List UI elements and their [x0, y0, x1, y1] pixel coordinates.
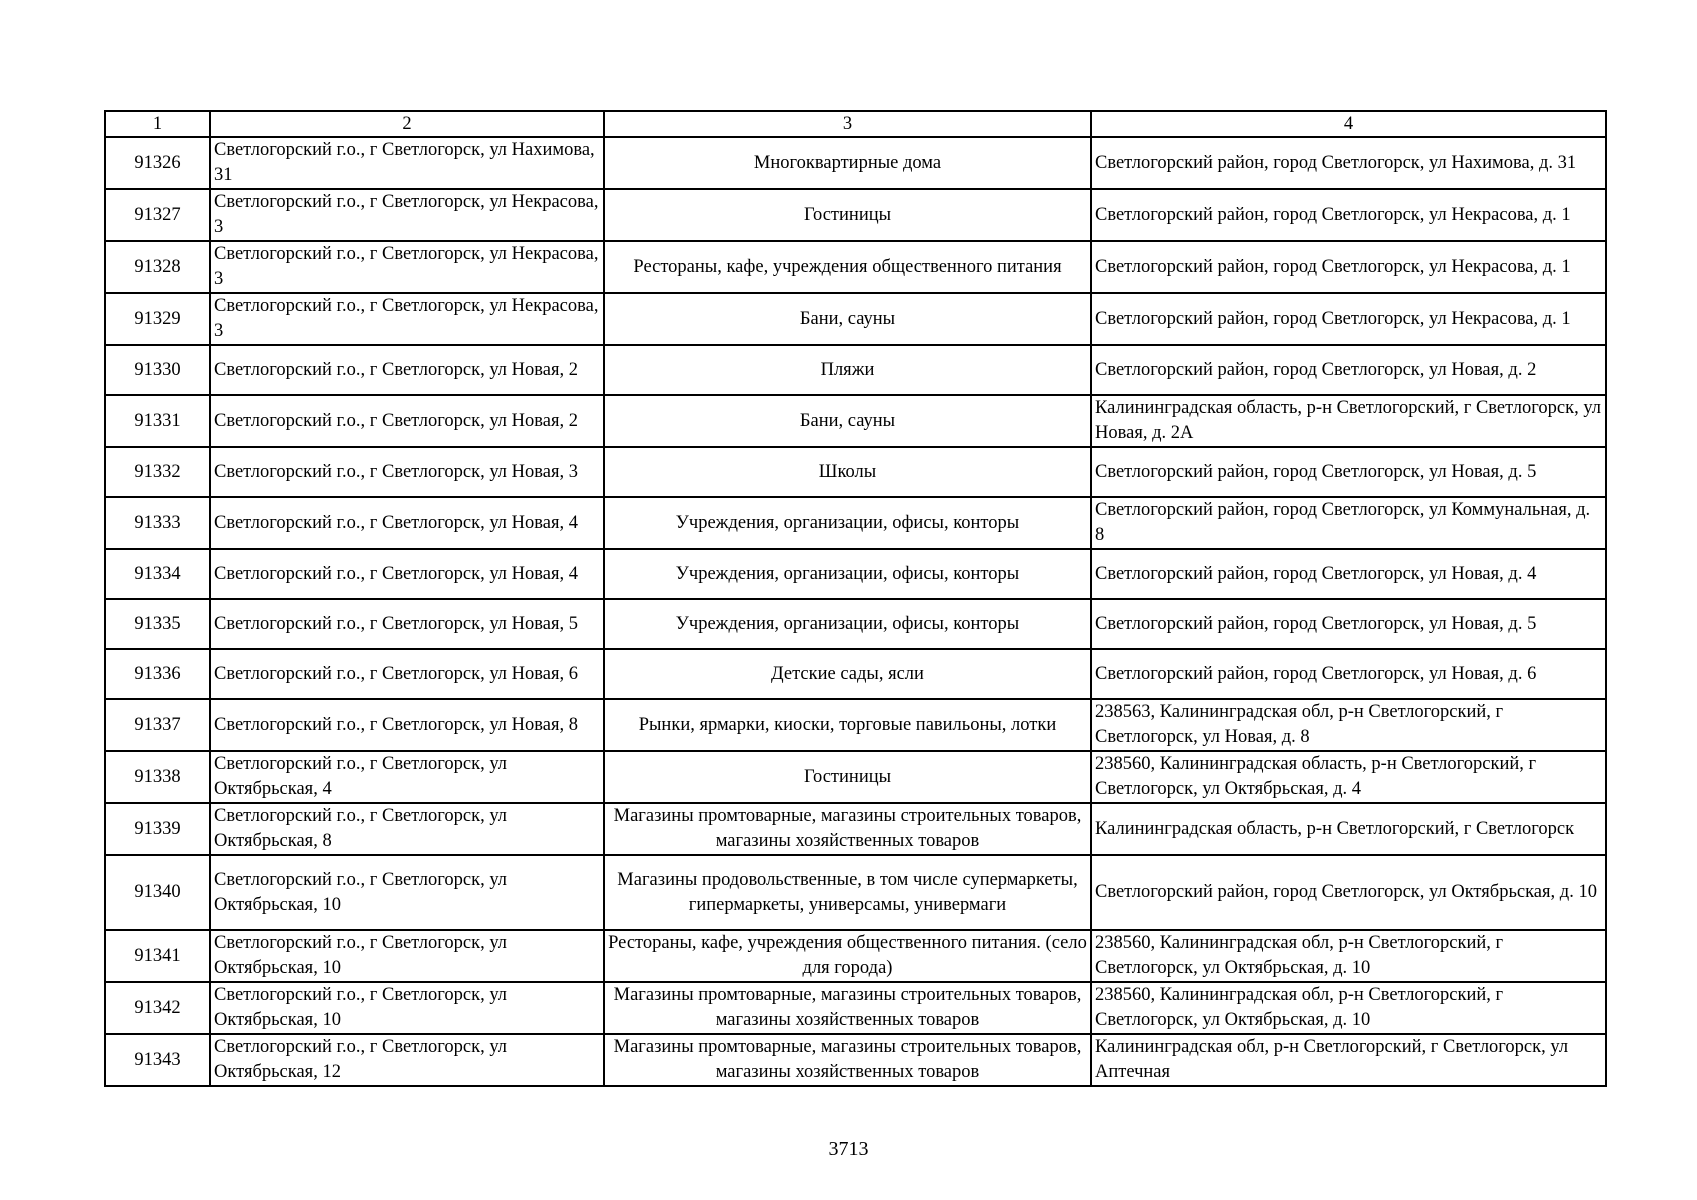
table-row	[105, 803, 1606, 855]
column-header-3: 3	[604, 111, 1091, 137]
row-object-type: Рестораны, кафе, учреждения общественного питания. (село для города)	[604, 930, 1091, 982]
table-row	[105, 982, 1606, 1034]
row-location: Светлогорский район, город Светлогорск, ул Новая, д. 4	[1091, 549, 1606, 599]
row-location: 238560, Калининградская обл, р-н Светлогорский, г Светлогорск, ул Октябрьская, д. 10	[1091, 982, 1606, 1034]
row-address: Светлогорский г.о., г Светлогорск, ул Новая, 2	[210, 395, 604, 447]
row-object-type: Бани, сауны	[604, 395, 1091, 447]
row-location: Светлогорский район, город Светлогорск, ул Некрасова, д. 1	[1091, 241, 1606, 293]
row-location: Светлогорский район, город Светлогорск, ул Некрасова, д. 1	[1091, 293, 1606, 345]
row-address: Светлогорский г.о., г Светлогорск, ул Октябрьская, 10	[210, 855, 604, 930]
row-address: Светлогорский г.о., г Светлогорск, ул Новая, 5	[210, 599, 604, 649]
row-object-type: Магазины промтоварные, магазины строительных товаров, магазины хозяйственных товаров	[604, 1034, 1091, 1086]
row-address: Светлогорский г.о., г Светлогорск, ул Новая, 4	[210, 549, 604, 599]
row-id: 91328	[105, 241, 210, 293]
header-row	[105, 111, 1606, 137]
row-location: 238563, Калининградская обл, р-н Светлогорский, г Светлогорск, ул Новая, д. 8	[1091, 699, 1606, 751]
column-header-2: 2	[210, 111, 604, 137]
page-number: 3713	[828, 1138, 869, 1160]
row-object-type: Бани, сауны	[604, 293, 1091, 345]
row-location: Калининградская область, р-н Светлогорский, г Светлогорск, ул Новая, д. 2А	[1091, 395, 1606, 447]
row-location: Светлогорский район, город Светлогорск, ул Нахимова, д. 31	[1091, 137, 1606, 189]
row-object-type: Детские сады, ясли	[604, 649, 1091, 699]
row-id: 91331	[105, 395, 210, 447]
row-object-type: Магазины продовольственные, в том числе супермаркеты, гипермаркеты, универсамы, универмаги	[604, 855, 1091, 930]
table-row	[105, 345, 1606, 395]
row-id: 91330	[105, 345, 210, 395]
row-location: Светлогорский район, город Светлогорск, ул Новая, д. 5	[1091, 447, 1606, 497]
row-object-type: Рынки, ярмарки, киоски, торговые павильоны, лотки	[604, 699, 1091, 751]
row-location: Калининградская область, р-н Светлогорский, г Светлогорск	[1091, 803, 1606, 855]
table-row	[105, 395, 1606, 447]
row-address: Светлогорский г.о., г Светлогорск, ул Новая, 3	[210, 447, 604, 497]
table-header	[105, 111, 1606, 137]
row-id: 91343	[105, 1034, 210, 1086]
row-address: Светлогорский г.о., г Светлогорск, ул Новая, 6	[210, 649, 604, 699]
row-address: Светлогорский г.о., г Светлогорск, ул Некрасова, 3	[210, 241, 604, 293]
table-row	[105, 855, 1606, 930]
table-row	[105, 649, 1606, 699]
row-id: 91326	[105, 137, 210, 189]
registry-table	[104, 110, 1607, 1087]
row-object-type: Рестораны, кафе, учреждения общественного питания	[604, 241, 1091, 293]
row-address: Светлогорский г.о., г Светлогорск, ул Октябрьская, 4	[210, 751, 604, 803]
row-address: Светлогорский г.о., г Светлогорск, ул Некрасова, 3	[210, 293, 604, 345]
row-id: 91342	[105, 982, 210, 1034]
row-object-type: Гостиницы	[604, 751, 1091, 803]
row-address: Светлогорский г.о., г Светлогорск, ул Новая, 2	[210, 345, 604, 395]
row-location: Светлогорский район, город Светлогорск, ул Новая, д. 5	[1091, 599, 1606, 649]
row-object-type: Магазины промтоварные, магазины строительных товаров, магазины хозяйственных товаров	[604, 803, 1091, 855]
table-row	[105, 930, 1606, 982]
table-row	[105, 751, 1606, 803]
row-id: 91327	[105, 189, 210, 241]
table-row	[105, 241, 1606, 293]
row-id: 91335	[105, 599, 210, 649]
row-address: Светлогорский г.о., г Светлогорск, ул Октябрьская, 12	[210, 1034, 604, 1086]
row-address: Светлогорский г.о., г Светлогорск, ул Октябрьская, 8	[210, 803, 604, 855]
row-location: Калининградская обл, р-н Светлогорский, г Светлогорск, ул Аптечная	[1091, 1034, 1606, 1086]
table-row	[105, 599, 1606, 649]
row-object-type: Учреждения, организации, офисы, конторы	[604, 599, 1091, 649]
row-address: Светлогорский г.о., г Светлогорск, ул Новая, 4	[210, 497, 604, 549]
row-id: 91332	[105, 447, 210, 497]
row-id: 91341	[105, 930, 210, 982]
row-id: 91340	[105, 855, 210, 930]
column-header-1: 1	[105, 111, 210, 137]
row-address: Светлогорский г.о., г Светлогорск, ул Новая, 8	[210, 699, 604, 751]
document-page	[104, 110, 1605, 1087]
table-row	[105, 447, 1606, 497]
row-address: Светлогорский г.о., г Светлогорск, ул Октябрьская, 10	[210, 930, 604, 982]
row-id: 91339	[105, 803, 210, 855]
row-object-type: Учреждения, организации, офисы, конторы	[604, 549, 1091, 599]
row-id: 91337	[105, 699, 210, 751]
row-address: Светлогорский г.о., г Светлогорск, ул Октябрьская, 10	[210, 982, 604, 1034]
row-location: Светлогорский район, город Светлогорск, ул Новая, д. 6	[1091, 649, 1606, 699]
row-location: Светлогорский район, город Светлогорск, ул Коммунальная, д. 8	[1091, 497, 1606, 549]
table-row	[105, 497, 1606, 549]
row-location: Светлогорский район, город Светлогорск, ул Октябрьская, д. 10	[1091, 855, 1606, 930]
row-address: Светлогорский г.о., г Светлогорск, ул Некрасова, 3	[210, 189, 604, 241]
row-object-type: Пляжи	[604, 345, 1091, 395]
column-header-4: 4	[1091, 111, 1606, 137]
row-location: Светлогорский район, город Светлогорск, ул Новая, д. 2	[1091, 345, 1606, 395]
row-id: 91336	[105, 649, 210, 699]
table-body	[105, 137, 1606, 1086]
row-object-type: Школы	[604, 447, 1091, 497]
table-row	[105, 699, 1606, 751]
row-location: 238560, Калининградская область, р-н Светлогорский, г Светлогорск, ул Октябрьская, д. 4	[1091, 751, 1606, 803]
table-row	[105, 293, 1606, 345]
row-id: 91338	[105, 751, 210, 803]
table-row	[105, 549, 1606, 599]
row-object-type: Магазины промтоварные, магазины строительных товаров, магазины хозяйственных товаров	[604, 982, 1091, 1034]
row-id: 91334	[105, 549, 210, 599]
row-location: Светлогорский район, город Светлогорск, ул Некрасова, д. 1	[1091, 189, 1606, 241]
table-row	[105, 1034, 1606, 1086]
row-object-type: Многоквартирные дома	[604, 137, 1091, 189]
row-location: 238560, Калининградская обл, р-н Светлогорский, г Светлогорск, ул Октябрьская, д. 10	[1091, 930, 1606, 982]
row-id: 91333	[105, 497, 210, 549]
row-id: 91329	[105, 293, 210, 345]
table-row	[105, 137, 1606, 189]
row-object-type: Гостиницы	[604, 189, 1091, 241]
row-object-type: Учреждения, организации, офисы, конторы	[604, 497, 1091, 549]
table-row	[105, 189, 1606, 241]
row-address: Светлогорский г.о., г Светлогорск, ул Нахимова, 31	[210, 137, 604, 189]
